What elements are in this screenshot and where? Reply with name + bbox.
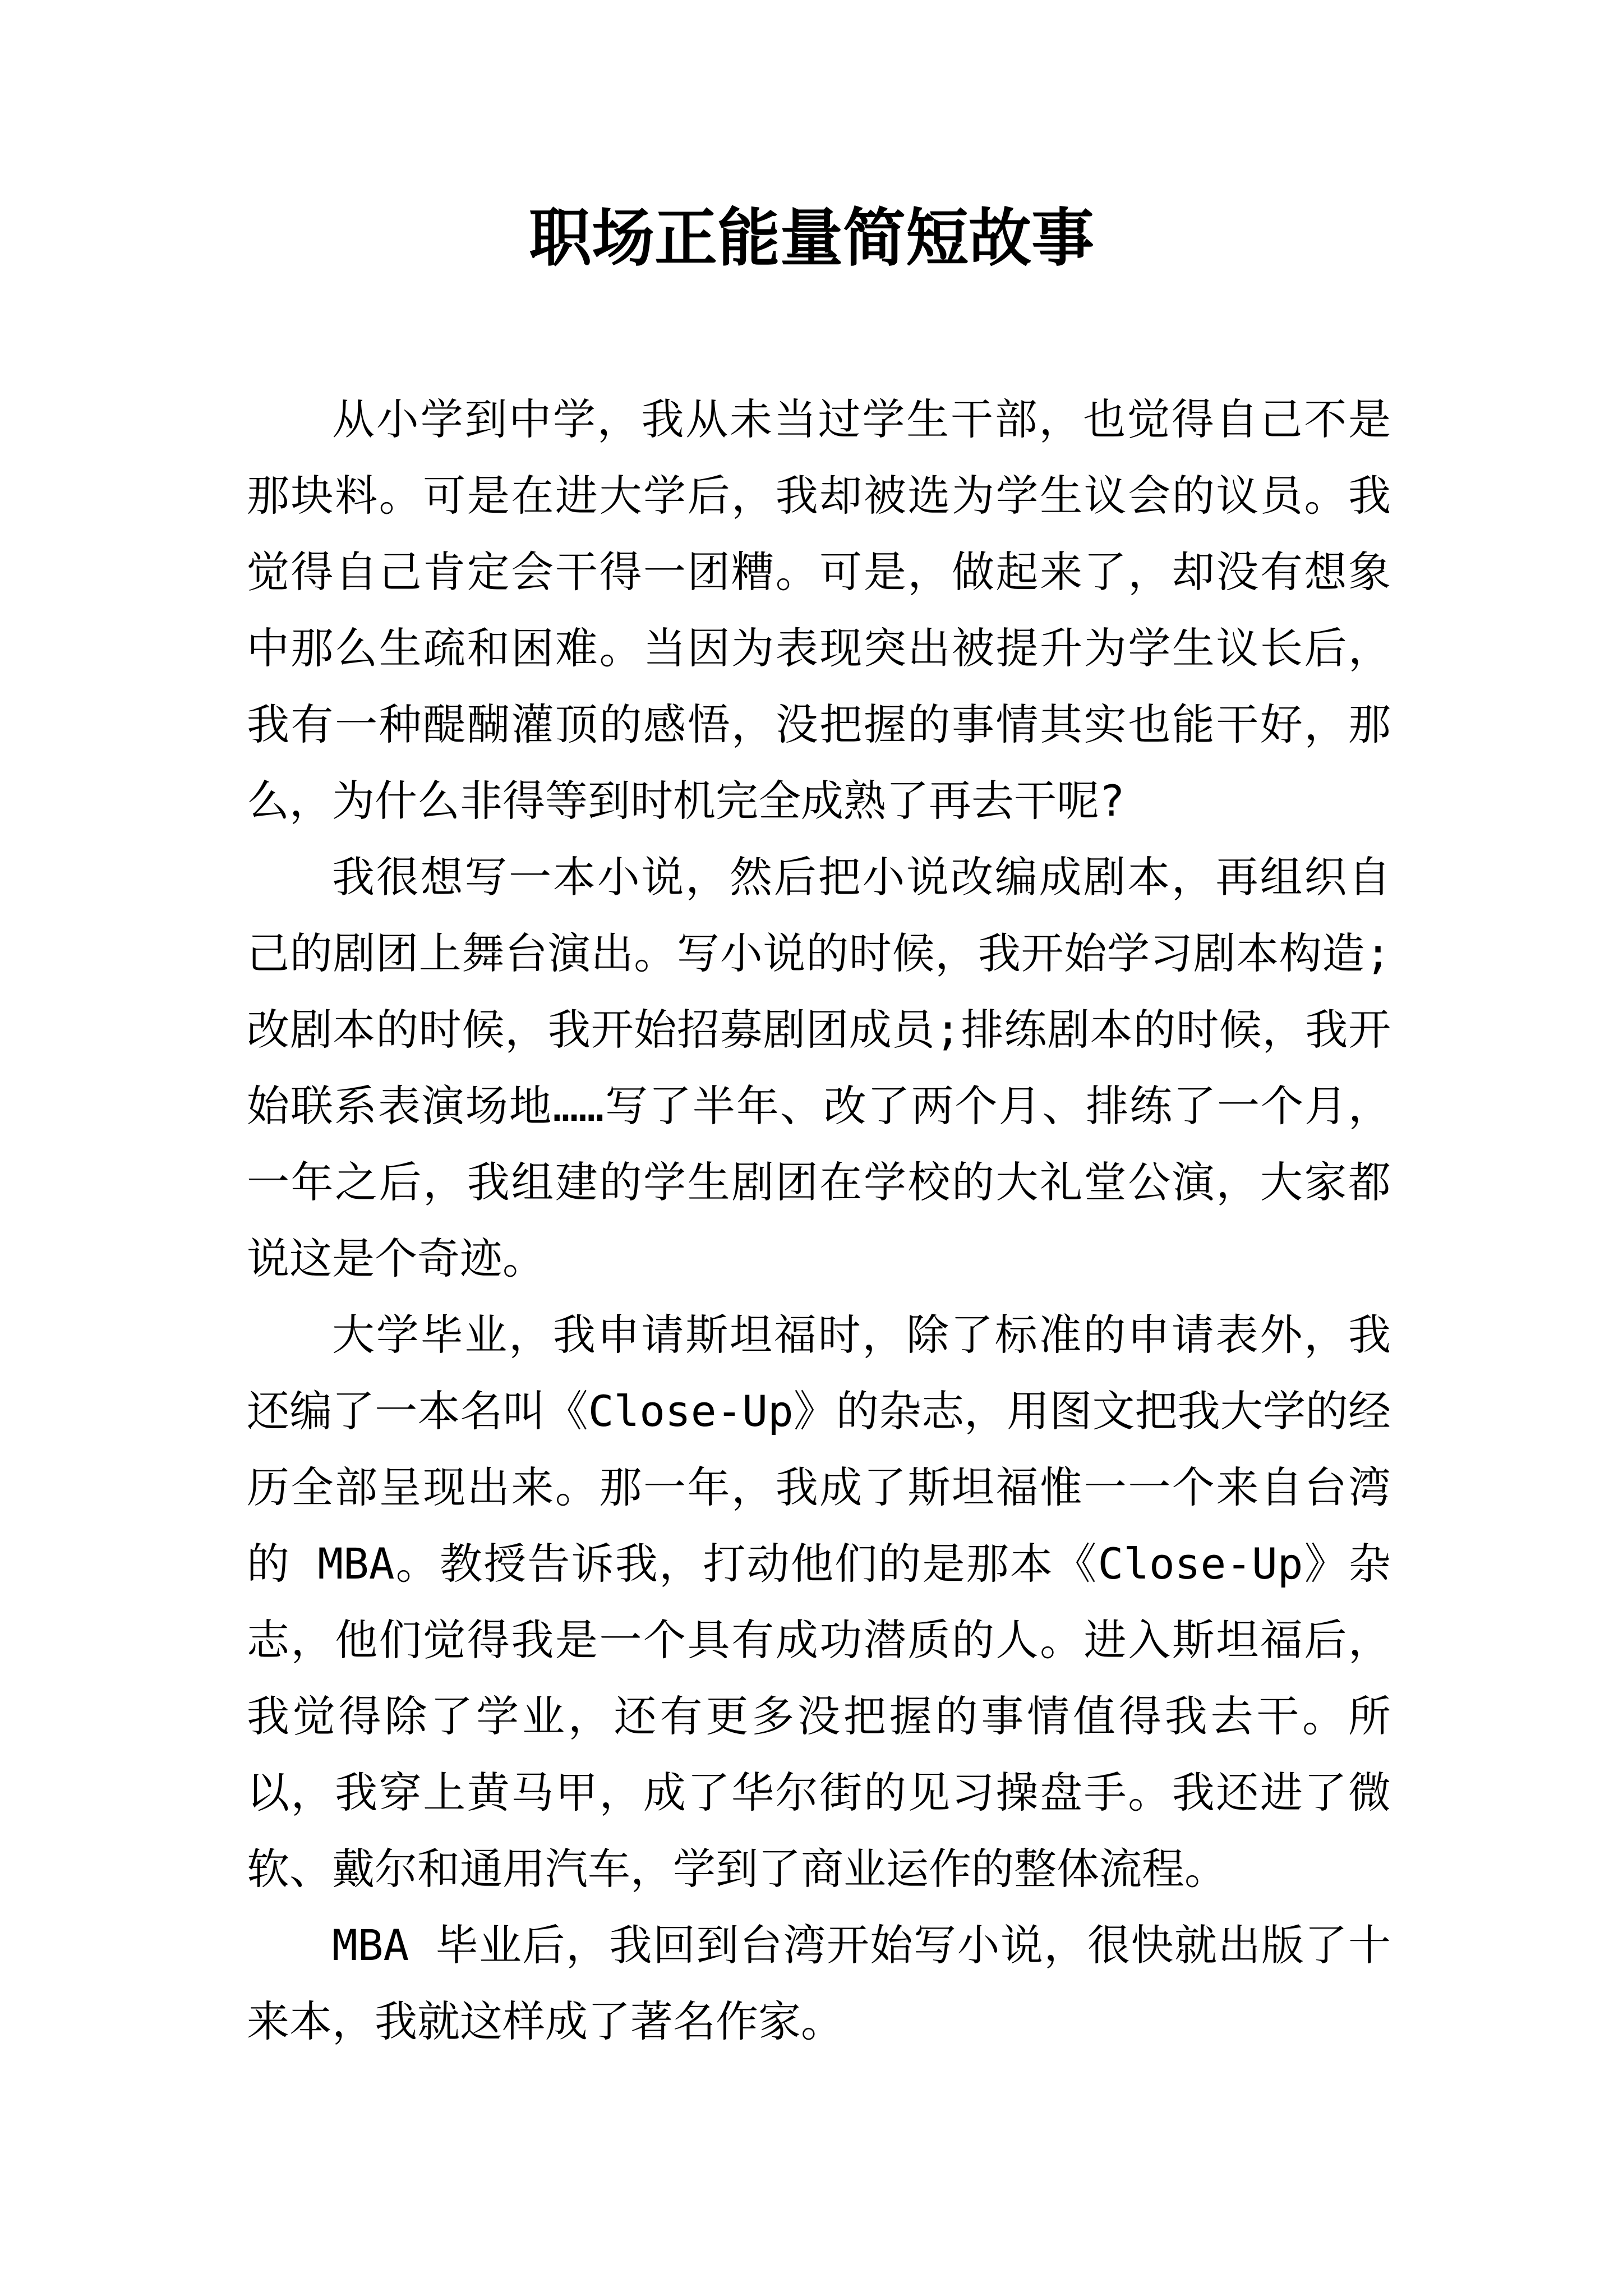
- document-body: [247, 381, 1391, 2060]
- paragraph: MBA 毕业后，我回到台湾开始写小说，很快就出版了十来本，我就这样成了著名作家。: [247, 1920, 1391, 2046]
- paragraph: 大学毕业，我申请斯坦福时，除了标准的申请表外，我还编了一本名叫《Close-Up》的杂志，用图文把我大学的经历全部呈现出来。那一年，我成了斯坦福惟一一个来自台湾的 MBA。教授告诉我，打动他们的是那本《Close-Up》杂志，他们觉得我是一个具有成功潜质的人。进入斯坦福后，我觉得除了学业，还有更多没把握的事情值得我去干。所以，我穿上黄马甲，成了华尔街的见习操盘手。我还进了微软、戴尔和通用汽车，学到了商业运作的整体流程。: [247, 1310, 1391, 1894]
- document-title: 职场正能量简短故事: [529, 201, 1094, 275]
- paragraph: 我很想写一本小说，然后把小说改编成剧本，再组织自己的剧团上舞台演出。写小说的时候，我开始学习剧本构造;改剧本的时候，我开始招募剧团成员;排练剧本的时候，我开始联系表演场地……写了半年、改了两个月、排练了一个月，一年之后，我组建的学生剧团在学校的大礼堂公演，大家都说这是个奇迹。: [247, 852, 1391, 1283]
- paragraph: 从小学到中学，我从未当过学生干部，也觉得自己不是那块料。可是在进大学后，我却被选为学生议会的议员。我觉得自己肯定会干得一团糟。可是，做起来了，却没有想象中那么生疏和困难。当因为表现突出被提升为学生议长后，我有一种醍醐灌顶的感悟，没把握的事情其实也能干好，那么，为什么非得等到时机完全成熟了再去干呢?: [247, 394, 1391, 826]
